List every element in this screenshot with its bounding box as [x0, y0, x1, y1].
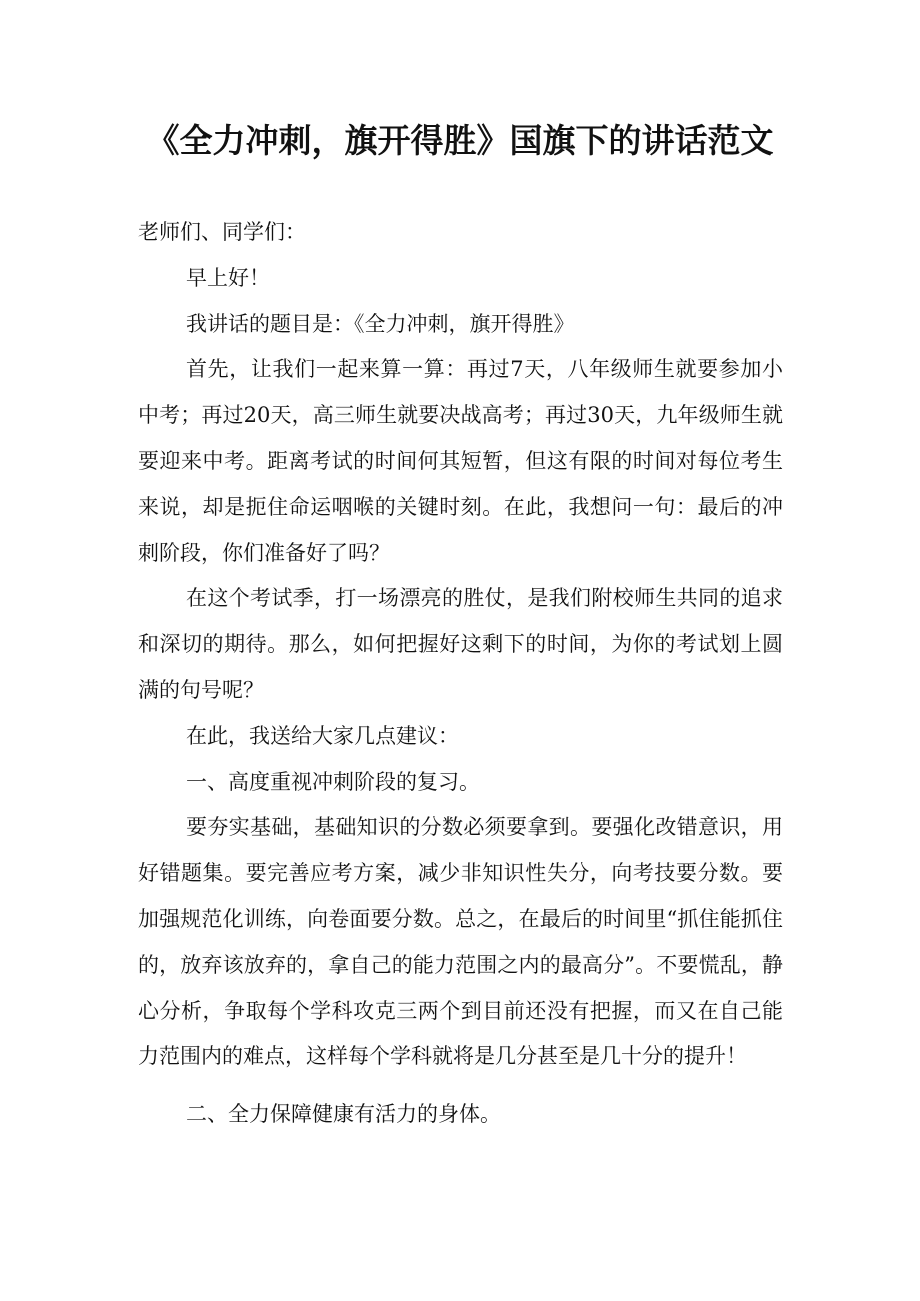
paragraph-review-advice: 要夯实基础，基础知识的分数必须要拿到。要强化改错意识，用好错题集。要完善应考方案，减少非知识性失分，向考技要分数。要加强规范化训练，向卷面要分数。总之，在最后的时间里“抓住能抓住的，放弃该放弃的，拿自己的能力范围之内的最高分”。不要慌乱，静心分析，争取每个学科攻克三两个到目前还没有把握，而又在自己能力范围内的难点，这样每个学科就将是几分甚至是几十分的提升！: [138, 815, 783, 1069]
paragraph-exam-season: 在这个考试季，打一场漂亮的胜仗，是我们附校师生共同的追求和深切的期待。那么，如何把握好这剩下的时间，为你的考试划上圆满的句号呢？: [138, 586, 783, 702]
section-heading-2: 二、全力保障健康有活力的身体。: [186, 1102, 501, 1127]
paragraph-topic: 我讲话的题目是：《全力冲刺，旗开得胜》: [186, 311, 575, 336]
document-body: [138, 210, 783, 1138]
paragraph-suggestions-intro: 在此，我送给大家几点建议：: [186, 723, 459, 748]
section-heading-1: 一、高度重视冲刺阶段的复习。: [186, 769, 480, 794]
paragraph-countdown: 首先，让我们一起来算一算：再过7天，八年级师生就要参加小中考；再过20天，高三师生就要决战高考；再过30天，九年级师生就要迎来中考。距离考试的时间何其短暂，但这有限的时间对每位考生来说，却是扼住命运咽喉的关键时刻。在此，我想问一句：最后的冲刺阶段，你们准备好了吗？: [138, 357, 783, 565]
paragraph-greeting: 早上好！: [186, 265, 270, 290]
salutation: 老师们、同学们：: [138, 220, 306, 244]
document-title: 《全力冲刺，旗开得胜》国旗下的讲话范文: [146, 121, 774, 160]
